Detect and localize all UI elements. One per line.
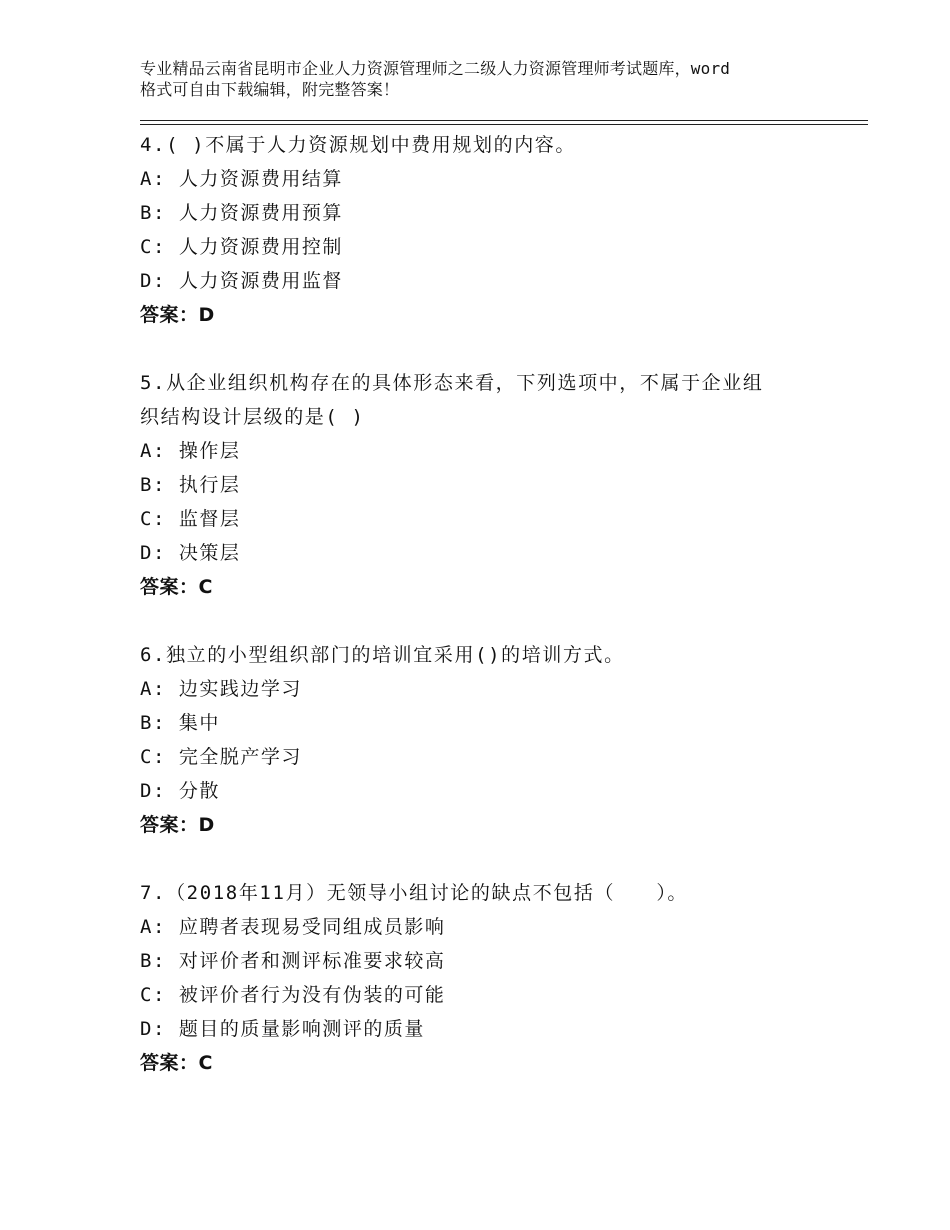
option-letter: D: xyxy=(140,780,166,802)
option-letter: B: xyxy=(140,474,166,496)
option-text: 决策层 xyxy=(178,542,241,564)
document-header xyxy=(140,58,868,100)
option-letter: D: xyxy=(140,542,166,564)
option-row xyxy=(140,978,868,1012)
option-text: 完全脱产学习 xyxy=(178,746,302,768)
option-text: 人力资源费用监督 xyxy=(178,270,343,292)
option-row xyxy=(140,502,868,536)
option-row xyxy=(140,910,868,944)
answer-label: 答案：D xyxy=(140,814,215,836)
option-text: 监督层 xyxy=(178,508,241,530)
question-stem: 4.( )不属于人力资源规划中费用规划的内容。 xyxy=(140,134,576,156)
option-row xyxy=(140,774,868,808)
header-line-1: 专业精品云南省昆明市企业人力资源管理师之二级人力资源管理师考试题库，word xyxy=(140,59,731,78)
question-stem: 6.独立的小型组织部门的培训宜采用()的培训方式。 xyxy=(140,644,625,666)
option-letter: C: xyxy=(140,236,166,258)
question-list xyxy=(140,128,868,1114)
answer-label: 答案：C xyxy=(140,1052,213,1074)
option-letter: B: xyxy=(140,712,166,734)
option-row xyxy=(140,536,868,570)
option-text: 分散 xyxy=(178,780,220,802)
question-block xyxy=(140,128,868,332)
option-letter: D: xyxy=(140,270,166,292)
header-divider xyxy=(140,120,868,125)
option-letter: D: xyxy=(140,1018,166,1040)
option-row xyxy=(140,1012,868,1046)
option-text: 被评价者行为没有伪装的可能 xyxy=(178,984,446,1006)
question-block xyxy=(140,366,868,604)
question-block xyxy=(140,876,868,1080)
option-text: 题目的质量影响测评的质量 xyxy=(178,1018,425,1040)
option-row xyxy=(140,468,868,502)
option-row xyxy=(140,434,868,468)
option-text: 操作层 xyxy=(178,440,241,462)
option-text: 应聘者表现易受同组成员影响 xyxy=(178,916,446,938)
option-text: 人力资源费用控制 xyxy=(178,236,343,258)
option-letter: C: xyxy=(140,984,166,1006)
question-block xyxy=(140,638,868,842)
option-letter: B: xyxy=(140,950,166,972)
option-row xyxy=(140,672,868,706)
option-text: 对评价者和测评标准要求较高 xyxy=(178,950,446,972)
option-text: 执行层 xyxy=(178,474,241,496)
option-letter: B: xyxy=(140,202,166,224)
option-text: 人力资源费用结算 xyxy=(178,168,343,190)
option-row xyxy=(140,230,868,264)
question-stem: 织结构设计层级的是( ) xyxy=(140,406,365,428)
option-text: 集中 xyxy=(178,712,220,734)
option-letter: A: xyxy=(140,168,166,190)
option-letter: C: xyxy=(140,746,166,768)
option-text: 人力资源费用预算 xyxy=(178,202,343,224)
option-row xyxy=(140,196,868,230)
header-line-2: 格式可自由下载编辑，附完整答案！ xyxy=(140,80,400,99)
answer-label: 答案：D xyxy=(140,304,215,326)
option-letter: C: xyxy=(140,508,166,530)
option-row xyxy=(140,264,868,298)
question-stem: 7.（2018年11月）无领导小组讨论的缺点不包括（ ）。 xyxy=(140,882,689,904)
option-row xyxy=(140,944,868,978)
option-row xyxy=(140,706,868,740)
question-stem: 5.从企业组织机构存在的具体形态来看，下列选项中，不属于企业组 xyxy=(140,372,764,394)
option-row xyxy=(140,162,868,196)
option-text: 边实践边学习 xyxy=(178,678,302,700)
option-letter: A: xyxy=(140,440,166,462)
option-letter: A: xyxy=(140,916,166,938)
option-letter: A: xyxy=(140,678,166,700)
answer-label: 答案：C xyxy=(140,576,213,598)
option-row xyxy=(140,740,868,774)
